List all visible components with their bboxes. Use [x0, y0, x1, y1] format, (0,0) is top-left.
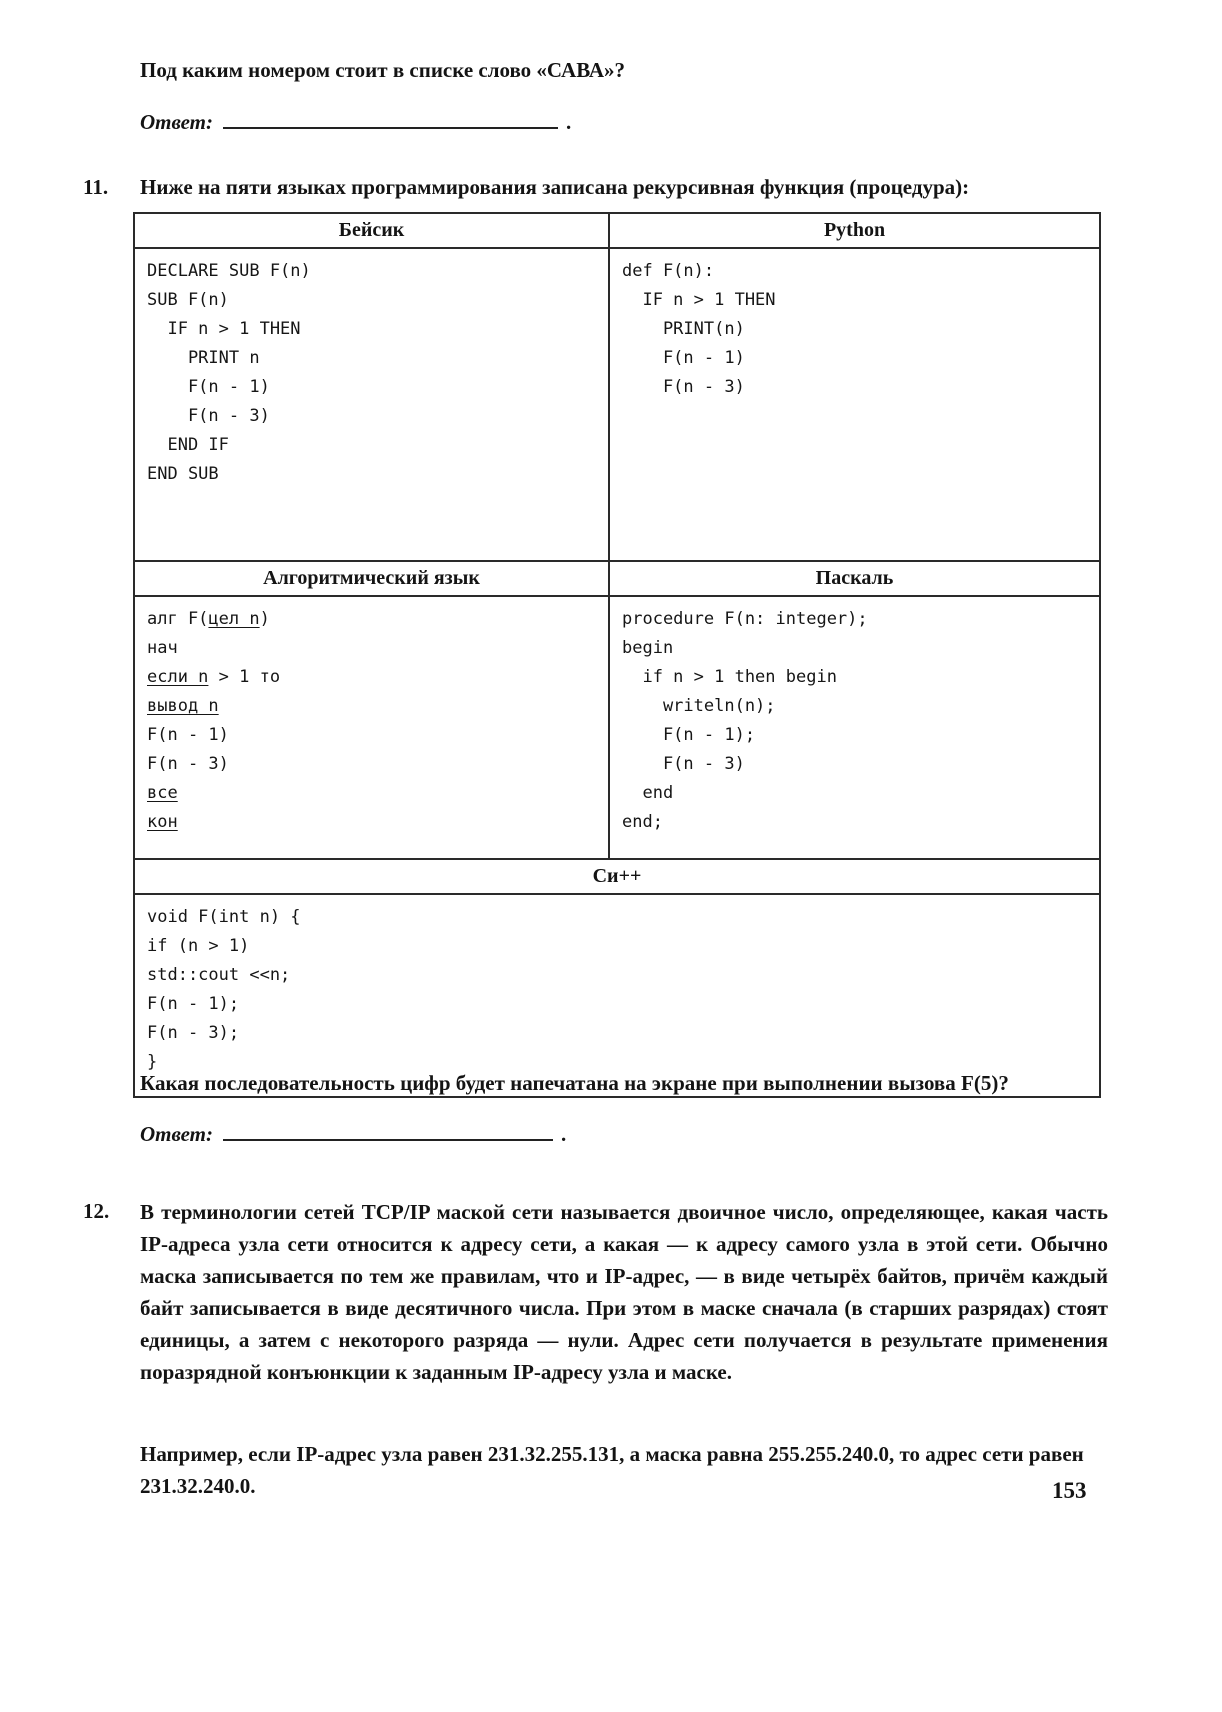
header-algo: Алгоритмический язык	[134, 561, 609, 596]
answer-label: Ответ:	[140, 110, 213, 134]
answer-blank	[223, 1122, 553, 1141]
answer-label: Ответ:	[140, 1122, 213, 1146]
answer-blank	[223, 110, 558, 129]
header-pascal: Паскаль	[609, 561, 1100, 596]
item12-number: 12.	[83, 1199, 110, 1223]
code-cell-python: def F(n): IF n > 1 THEN PRINT(n) F(n - 1) F(n - 3)	[609, 248, 1100, 561]
header-basic: Бейсик	[134, 213, 609, 248]
code-cell-cpp: void F(int n) { if (n > 1) std::cout <<n; F(n - 1); F(n - 3); }	[134, 894, 1100, 1097]
table-code-row-3	[134, 894, 1100, 1097]
item12-paragraph-1: В терминологии сетей TCP/IP маской сети называется двоичное число, определяющее, какая часть IP-адреса узла сети относится к адресу сети, а какая — к адресу самого узла в этой сети. Обычно маска записывается по тем же правилам, что и IP-адрес, — в виде четырёх байтов, причём каждый байт записывается в виде десятичного числа. При этом в маске сначала (в старших разрядах) стоят единицы, а затем с некоторого разряда — нули. Адрес сети получается в результате применения поразрядной конъюнкции к заданным IP-адресу узла и маске.	[140, 1200, 1108, 1384]
header-cpp: Си++	[134, 859, 1100, 894]
answer-period: .	[561, 1122, 567, 1146]
code-cell-pascal: procedure F(n: integer); begin if n > 1 then begin writeln(n); F(n - 1); F(n - 3) end end;	[609, 596, 1100, 859]
table-code-row-1	[134, 248, 1100, 561]
item11-number: 11.	[83, 175, 109, 199]
question-prev-item: Под каким номером стоит в списке слово «САВА»?	[140, 58, 626, 82]
header-python: Python	[609, 213, 1100, 248]
answer-line-top	[140, 110, 571, 135]
table-header-row-2	[134, 561, 1100, 596]
page-number: 153	[1052, 1478, 1087, 1503]
item11-question: Какая последовательность цифр будет напечатана на экране при выполнении вызова F(5)?	[140, 1071, 1009, 1095]
code-cell-basic: DECLARE SUB F(n) SUB F(n) IF n > 1 THEN PRINT n F(n - 1) F(n - 3) END IF END SUB	[134, 248, 609, 561]
table-header-row-1	[134, 213, 1100, 248]
table-header-row-3	[134, 859, 1100, 894]
code-cell-algo: алг F(цел n) нач если n > 1 то вывод n F(n - 1) F(n - 3) все кон	[134, 596, 609, 859]
item11-intro: Ниже на пяти языках программирования записана рекурсивная функция (процедура):	[140, 175, 970, 199]
table-code-row-2	[134, 596, 1100, 859]
answer-period: .	[566, 110, 572, 134]
answer-line-item11	[140, 1122, 566, 1147]
item12-paragraph-2: Например, если IP-адрес узла равен 231.32.255.131, а маска равна 255.255.240.0, то адрес сети равен 231.32.240.0.	[140, 1442, 1084, 1498]
code-table	[133, 212, 1101, 1098]
